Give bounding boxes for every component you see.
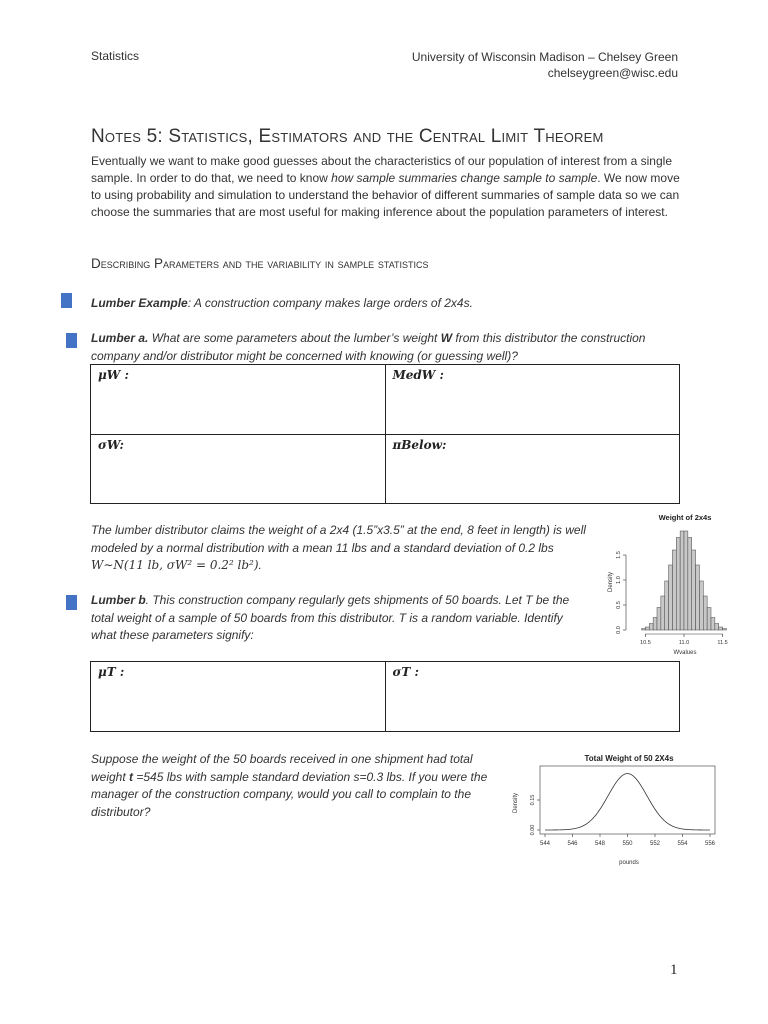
x-tick-label: 550 [622, 841, 633, 847]
histogram-bar [657, 608, 661, 631]
intro-text-1: Eventually we want to make good guesses about the characteristics of our population of interest from a single sample. In order to do that, we need to know [91, 154, 672, 185]
x-tick-label: 556 [704, 841, 716, 847]
cell-sigma-t[interactable]: σT : [385, 662, 680, 732]
histogram-bar [723, 629, 727, 631]
header-course: Statistics [91, 49, 140, 63]
cell-mu-w[interactable]: μW : [91, 365, 386, 435]
claim-end: . [258, 558, 262, 572]
histogram-bar [707, 608, 711, 631]
histogram-bar [699, 581, 703, 630]
histogram-bar [684, 531, 688, 630]
histogram-bar [676, 538, 680, 631]
page-number: 1 [670, 962, 678, 978]
weight-histogram-chart [600, 508, 750, 658]
lumber-example-text: : A construction company makes large orders of 2x4s. [187, 296, 473, 310]
histogram-bar [665, 581, 669, 630]
histogram-bar [719, 627, 723, 630]
lumber-a-question [91, 330, 683, 365]
lumber-a-label: Lumber a. [91, 331, 149, 345]
chart-title: Total Weight of 50 2X4s [584, 754, 674, 763]
histogram-bar [715, 624, 719, 631]
histogram-bar [692, 550, 696, 630]
page-title: Notes 5: Statistics, Estimators and the Central Limit Theorem [91, 126, 604, 147]
header-email[interactable]: chelseygreen@wisc.edu [547, 66, 678, 80]
chart-title: Weight of 2x4s [658, 513, 712, 522]
y-tick-label: 0.5 [616, 601, 622, 609]
lumber-a-text-2: from this distributor the construction company and/or distributor might be concerned with knowing (or guessing well)? [91, 331, 646, 363]
lumber-b-label: Lumber b [91, 593, 146, 607]
cell-sigma-w[interactable]: σW: [91, 435, 386, 504]
parameters-table-w [90, 364, 680, 504]
total-weight-chart [505, 748, 735, 870]
x-axis-label: pounds [619, 860, 639, 866]
x-tick-label: 548 [594, 841, 606, 847]
bookmark-icon [66, 595, 77, 610]
x-axis-label: Wvalues [673, 650, 697, 656]
histogram-bar [672, 550, 676, 630]
histogram-bar [696, 565, 700, 630]
cell-med-w[interactable]: MedW : [385, 365, 680, 435]
intro-text-2: . We now move to using probability and simulation to understand the behavior of different summaries of sample data so we can choose the summaries that are most useful for making inference about the population parameters of interest. [91, 171, 680, 219]
x-tick-label: 544 [539, 841, 551, 847]
plot-frame [540, 766, 715, 834]
x-tick-label: 11.0 [678, 640, 690, 646]
suppose-text-1: Suppose the weight of the 50 boards received in one shipment had total weight [91, 752, 473, 784]
y-tick-label: 0.0 [616, 626, 622, 634]
histogram-bar [688, 538, 692, 631]
histogram-bar [661, 596, 665, 630]
histogram-bar [653, 618, 657, 631]
histogram-bar [680, 531, 684, 630]
suppose-text-2: =545 lbs with sample standard deviation s=0.3 lbs. If you were the manager of the construction company, would you call to complain to the distributor? [91, 769, 488, 819]
y-tick-label: 1.0 [616, 576, 622, 584]
parameters-table-t [90, 661, 680, 732]
header-university: University of Wisconsin Madison – Chelsey Green [411, 50, 678, 64]
histogram-bar [669, 565, 673, 630]
lumber-b-text: . This construction company regularly gets shipments of 50 boards. Let T be the total weight of a sample of 50 boards from this distributor. T is a random variable. Identify what these parameters signify: [91, 593, 570, 642]
x-tick-label: 554 [677, 841, 688, 847]
header-author [412, 49, 678, 81]
x-tick-label: 10.5 [640, 640, 651, 646]
cell-pi-below[interactable]: πBelow: [385, 435, 680, 504]
x-tick-label: 552 [649, 841, 661, 847]
lumber-example-label: Lumber Example [91, 296, 188, 310]
histogram-bar [703, 596, 707, 630]
histogram-bar [649, 624, 653, 631]
y-tick-label: 0.15 [530, 794, 536, 806]
histogram-bar [642, 629, 646, 631]
bookmark-icon [66, 333, 77, 348]
claim-formula: W∼N(11 lb, σW² = 0.2² lb²) [91, 558, 259, 572]
section-heading: Describing Parameters and the variability in sample statistics [91, 256, 429, 271]
histogram-bar [711, 618, 715, 631]
lumber-a-var: W [440, 331, 453, 345]
bookmark-icon [61, 293, 72, 308]
lumber-example [91, 295, 681, 313]
distributor-claim [91, 522, 591, 575]
y-tick-label: 1.5 [616, 551, 622, 559]
y-axis-label: Density [608, 571, 614, 593]
density-curve [545, 774, 710, 830]
histogram-bar [645, 627, 649, 630]
x-tick-label: 546 [567, 841, 578, 847]
claim-text: The lumber distributor claims the weight of a 2x4 (1.5”x3.5” at the end, 8 feet in length) is well modeled by a normal distribution with a mean 11 lbs and a standard deviation of 0.2 lbs [91, 523, 586, 555]
x-tick-label: 11.5 [717, 640, 728, 646]
intro-emphasis: how sample summaries change sample to sample [331, 171, 598, 185]
shipment-question [91, 751, 501, 821]
lumber-a-text-1: What are some parameters about the lumber’s weight [148, 331, 441, 345]
suppose-var: t [129, 769, 134, 784]
lumber-b-question [91, 592, 591, 645]
y-axis-label: Density [513, 792, 519, 814]
intro-paragraph [91, 153, 681, 221]
cell-mu-t[interactable]: μT : [91, 662, 386, 732]
y-tick-label: 0.00 [530, 824, 536, 836]
